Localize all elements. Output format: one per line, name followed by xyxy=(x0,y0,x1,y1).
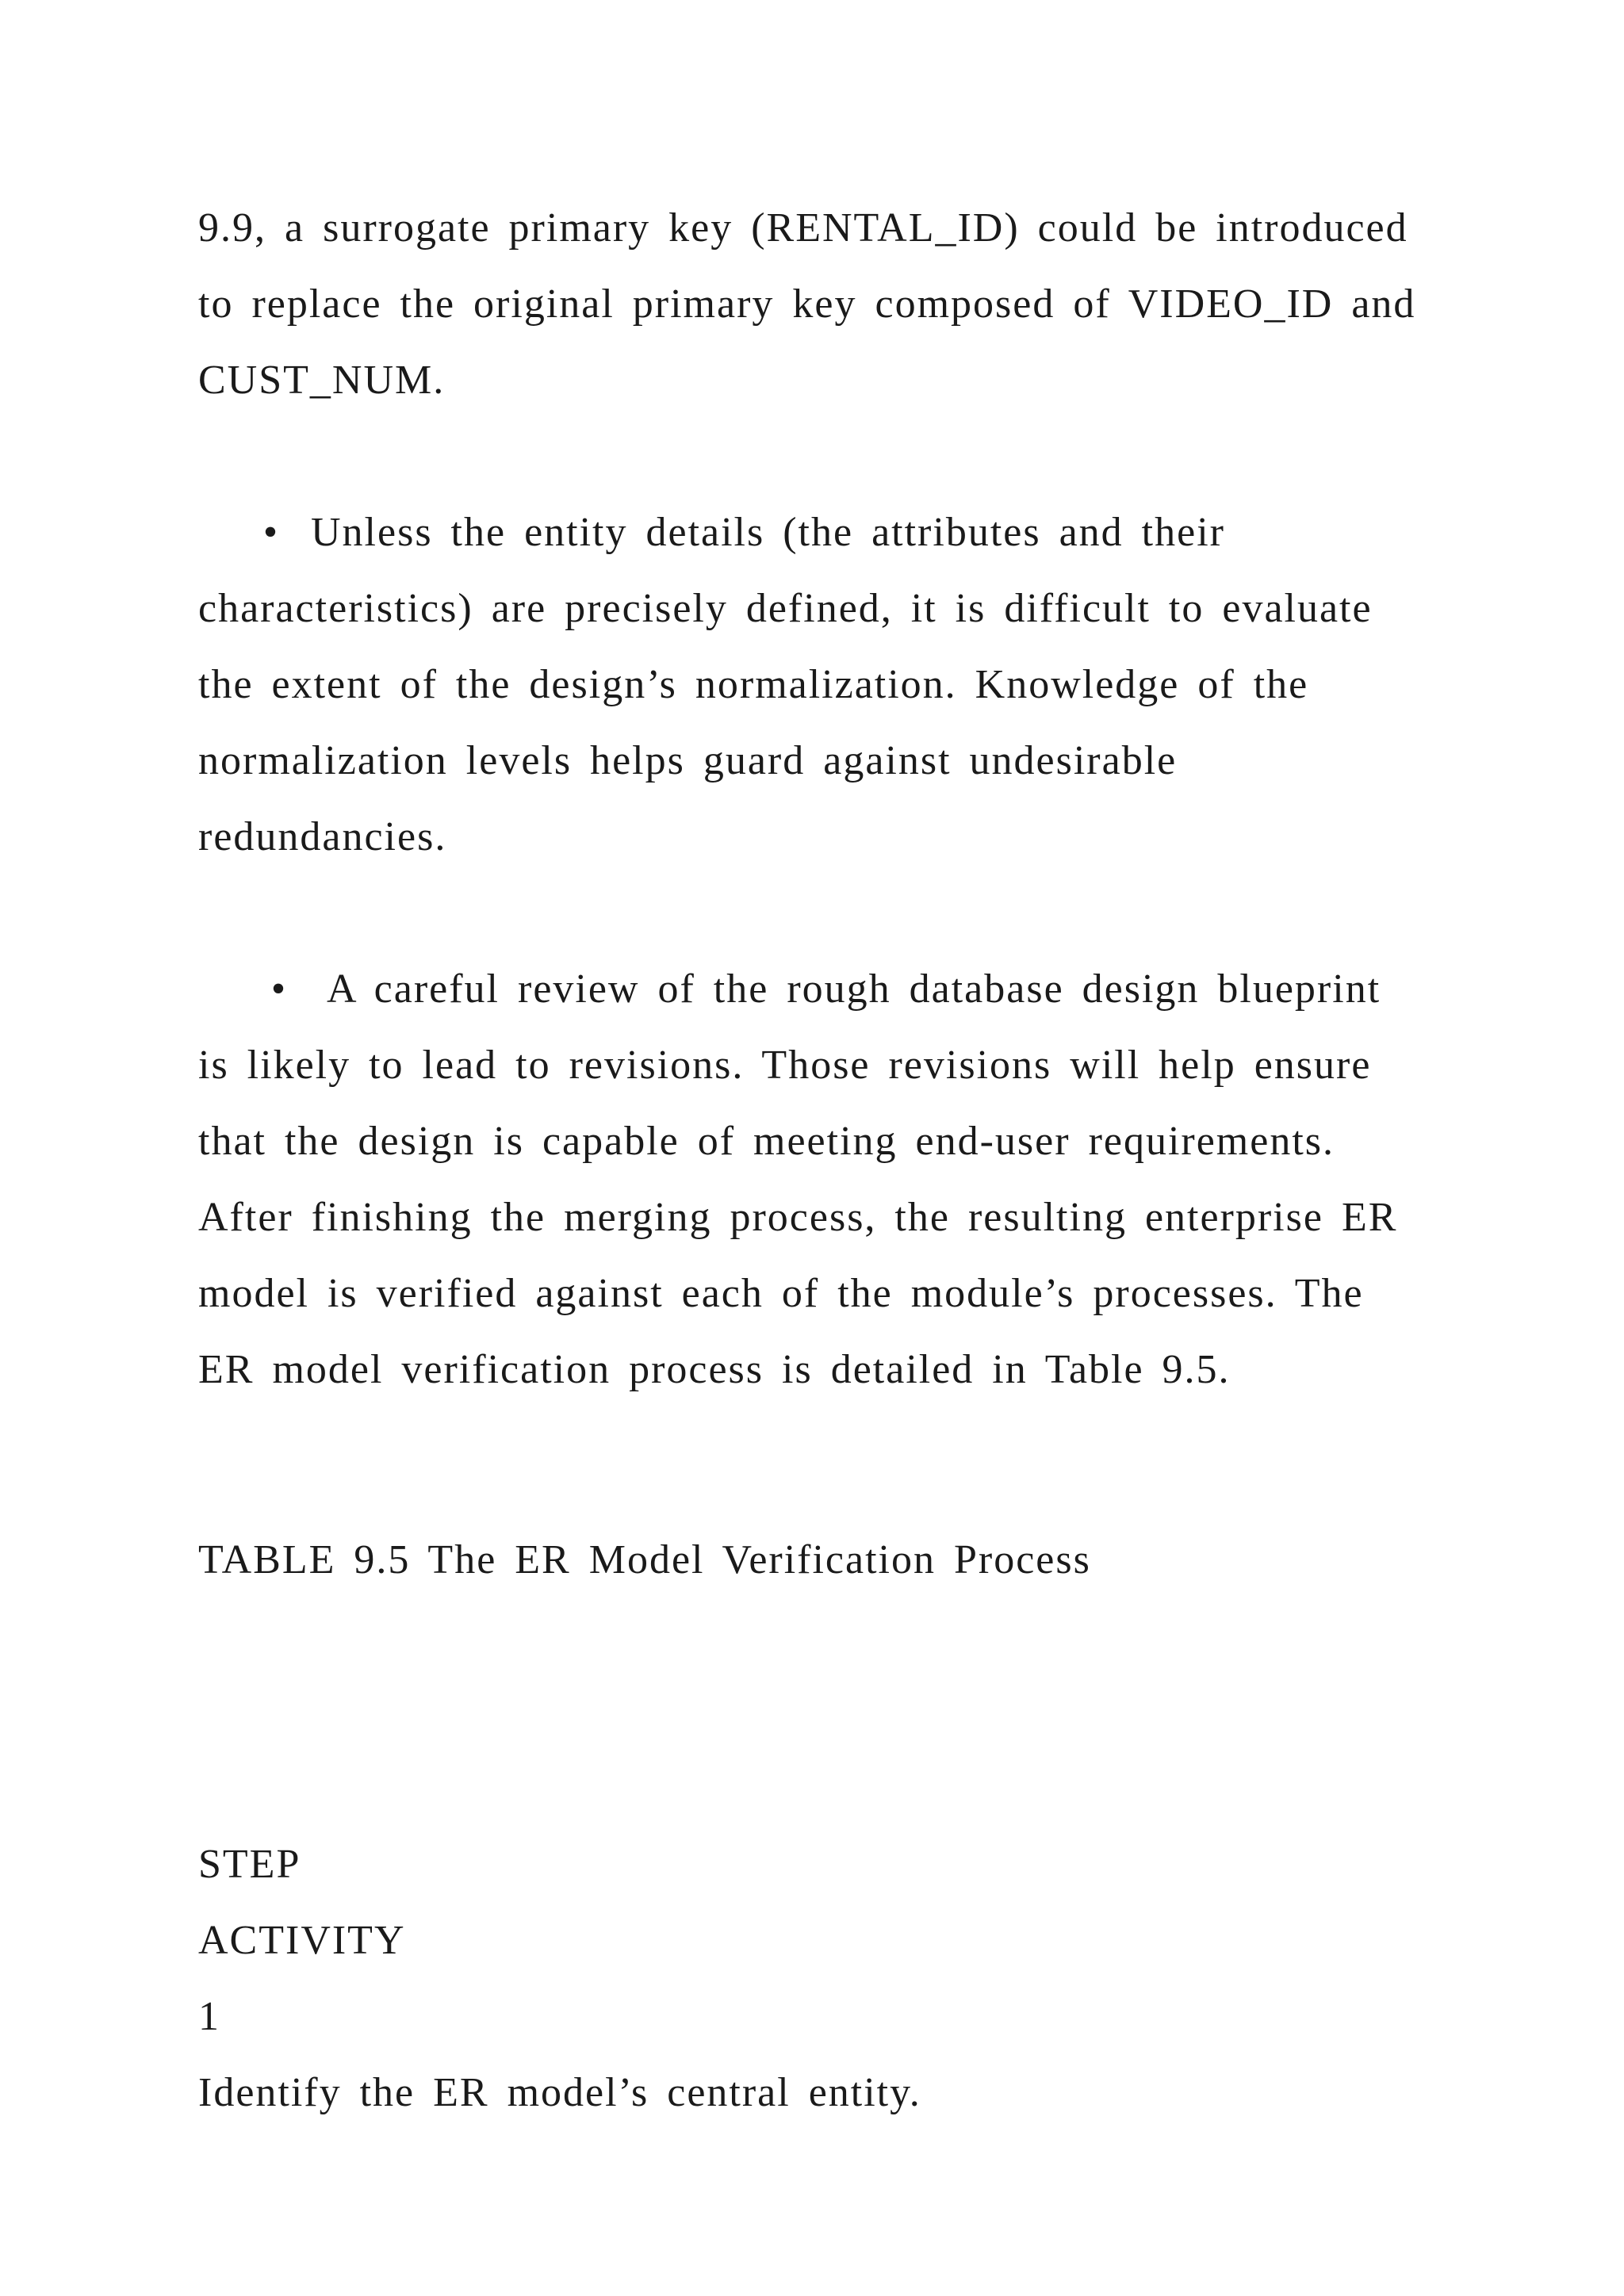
paragraph-surrogate-key xyxy=(198,190,1435,419)
bullet-first-line xyxy=(198,495,1435,571)
table-caption xyxy=(198,1522,1435,1598)
text-line: 9.9, a surrogate primary key (RENTAL_ID) could be introduced xyxy=(198,205,1408,251)
text-line: the extent of the design’s normalization. Knowledge of the xyxy=(198,662,1309,707)
text-line: model is verified against each of the module’s processes. The xyxy=(198,1271,1364,1316)
text-line: After finishing the merging process, the resulting enterprise ER xyxy=(198,1195,1398,1240)
table-header-activity: ACTIVITY xyxy=(198,1918,406,1963)
table-row-activity: Identify the ER model’s central entity. xyxy=(198,2070,921,2115)
text-line: CUST_NUM. xyxy=(198,358,446,403)
text-line: ER model verification process is detailed in Table 9.5. xyxy=(198,1347,1231,1392)
bullet-paragraph-entity-details xyxy=(198,495,1435,875)
text-line: characteristics) are precisely defined, it is difficult to evaluate xyxy=(198,586,1373,631)
bullet-first-line xyxy=(198,951,1435,1027)
text-span: A careful review of the rough database design blueprint xyxy=(327,966,1381,1012)
bullet-paragraph-careful-review xyxy=(198,951,1435,1408)
text-line: redundancies. xyxy=(198,814,447,859)
text-span: Unless the entity details (the attributes and their xyxy=(311,510,1225,555)
table-header-step: STEP xyxy=(198,1842,301,1887)
text-line: to replace the original primary key composed of VIDEO_ID and xyxy=(198,281,1416,327)
bullet-icon: • xyxy=(262,510,280,555)
text-line: is likely to lead to revisions. Those revisions will help ensure xyxy=(198,1043,1372,1088)
table-9-5 xyxy=(198,1827,1435,2131)
bullet-icon: • xyxy=(270,966,288,1012)
table-caption-text: TABLE 9.5 The ER Model Verification Process xyxy=(198,1537,1091,1582)
text-line: normalization levels helps guard against undesirable xyxy=(198,738,1178,783)
text-line: that the design is capable of meeting end-user requirements. xyxy=(198,1119,1335,1164)
table-row-step: 1 xyxy=(198,1994,220,2039)
